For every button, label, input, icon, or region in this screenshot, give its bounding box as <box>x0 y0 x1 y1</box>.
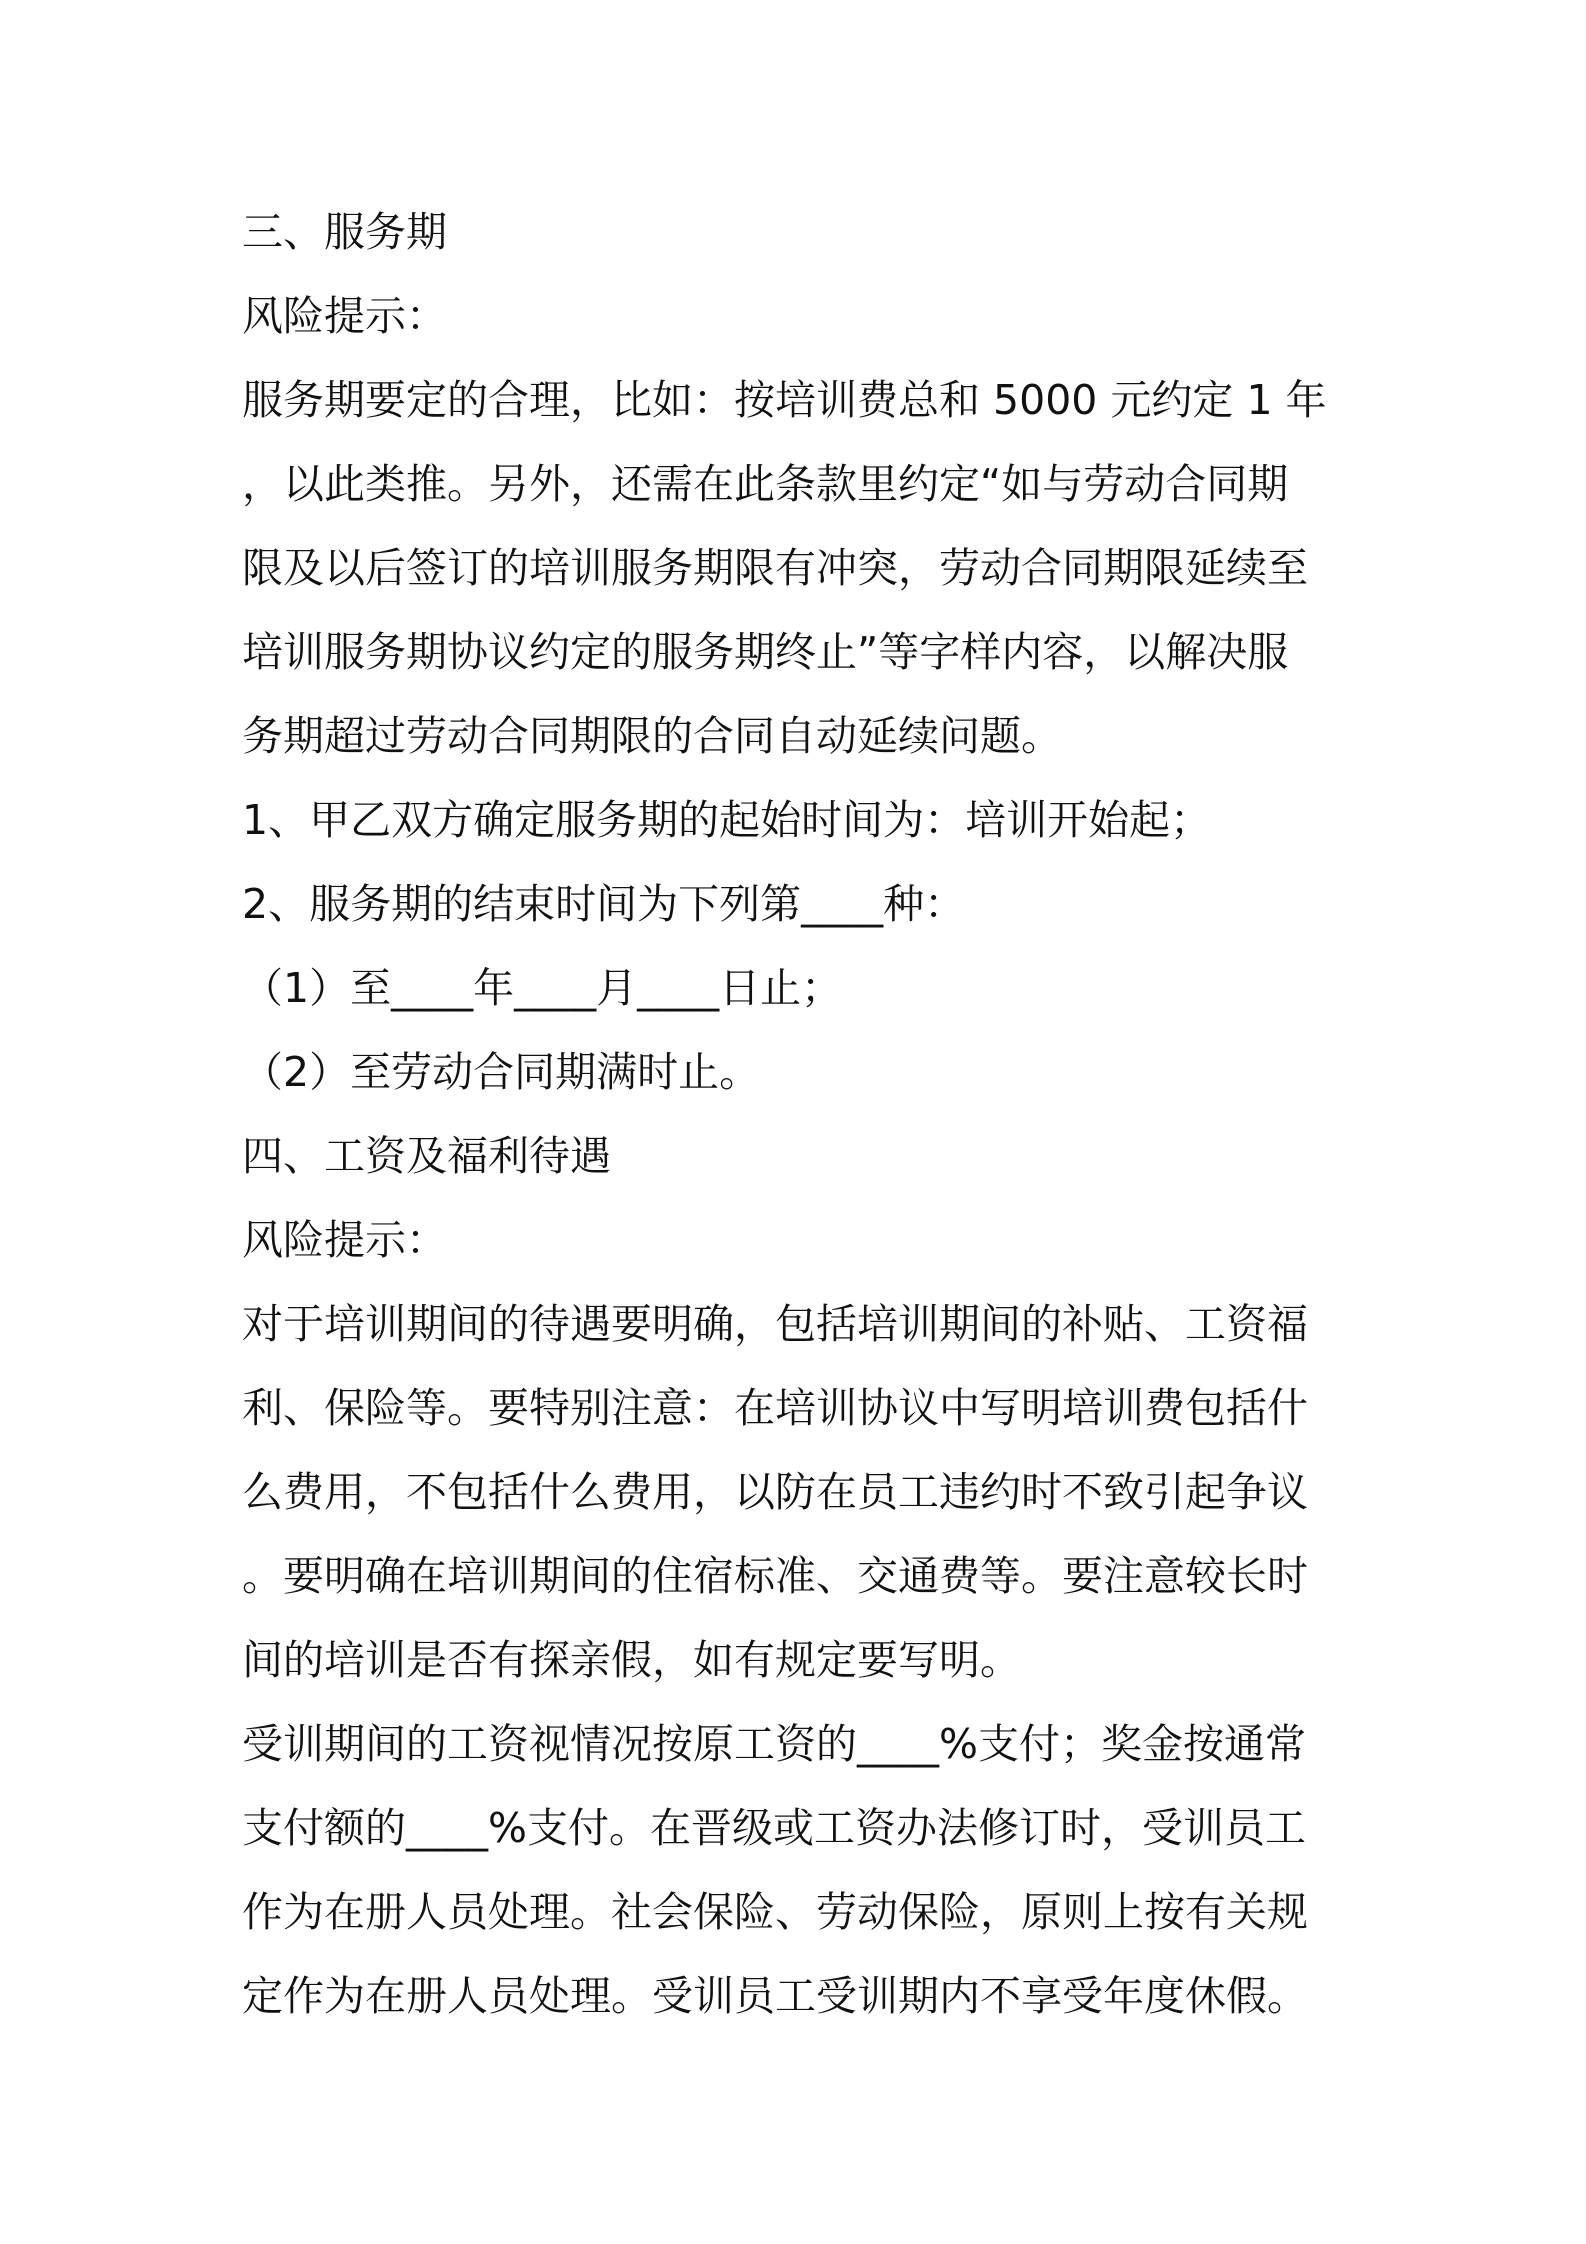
section-heading-service-period: 三、服务期 <box>242 208 447 256</box>
paragraph-line: 么费用，不包括什么费用，以防在员工违约时不致引起争议 <box>242 1468 1308 1516</box>
paragraph-line: 支付额的____%支付。在晋级或工资办法修订时，受训员工 <box>242 1804 1306 1852</box>
paragraph-line: 作为在册人员处理。社会保险、劳动保险，原则上按有关规 <box>242 1888 1308 1936</box>
clause-sub-item: （1）至____年____月____日止； <box>242 964 843 1012</box>
paragraph-line: 间的培训是否有探亲假，如有规定要写明。 <box>242 1636 1021 1684</box>
paragraph-line: 限及以后签订的培训服务期限有冲突，劳动合同期限延续至 <box>242 544 1308 592</box>
paragraph-line: 受训期间的工资视情况按原工资的____%支付；奖金按通常 <box>242 1720 1306 1768</box>
clause-sub-item: （2）至劳动合同期满时止。 <box>242 1048 761 1096</box>
risk-tip-label: 风险提示： <box>242 1216 447 1264</box>
clause-item: 2、服务期的结束时间为下列第____种： <box>242 880 966 928</box>
paragraph-line: 服务期要定的合理，比如：按培训费总和 5000 元约定 1 年 <box>242 376 1327 424</box>
paragraph-line: 。要明确在培训期间的住宿标准、交通费等。要注意较长时 <box>242 1552 1308 1600</box>
paragraph-line: ，以此类推。另外，还需在此条款里约定“如与劳动合同期 <box>242 460 1289 508</box>
section-heading-wages-benefits: 四、工资及福利待遇 <box>242 1132 611 1180</box>
paragraph-line: 培训服务期协议约定的服务期终止”等字样内容，以解决服 <box>242 628 1289 676</box>
document-body <box>242 190 1352 2038</box>
clause-item: 1、甲乙双方确定服务期的起始时间为：培训开始起； <box>242 796 1212 844</box>
paragraph-line: 利、保险等。要特别注意：在培训协议中写明培训费包括什 <box>242 1384 1308 1432</box>
paragraph-line: 务期超过劳动合同期限的合同自动延续问题。 <box>242 712 1062 760</box>
paragraph-line: 定作为在册人员处理。受训员工受训期内不享受年度休假。 <box>242 1972 1308 2020</box>
risk-tip-label: 风险提示： <box>242 292 447 340</box>
paragraph-line: 对于培训期间的待遇要明确，包括培训期间的补贴、工资福 <box>242 1300 1308 1348</box>
